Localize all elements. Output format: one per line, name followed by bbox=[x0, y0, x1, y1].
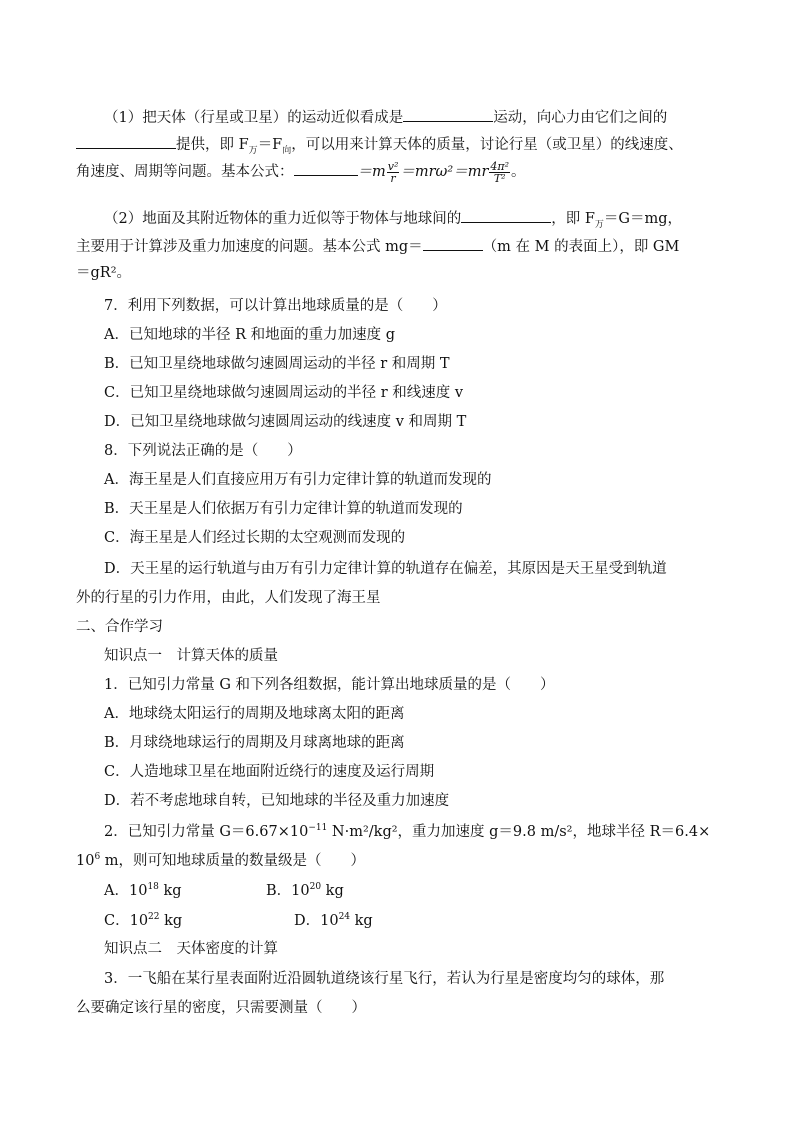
fill-blank[interactable] bbox=[423, 235, 483, 251]
q8-option-a: A．海王星是人们直接应用万有引力定律计算的轨道而发现的 bbox=[104, 472, 492, 488]
text: kg bbox=[350, 913, 373, 929]
section-heading: 二、合作学习 bbox=[76, 619, 163, 635]
q8-option-c: C．海王星是人们经过长期的太空观测而发现的 bbox=[104, 530, 406, 546]
exponent: 20 bbox=[309, 882, 322, 893]
text: kg bbox=[159, 913, 183, 929]
text: kg bbox=[321, 883, 344, 899]
q2-option-d bbox=[294, 911, 373, 931]
text: ，即 F bbox=[551, 211, 595, 227]
text: N·m²/kg²，重力加速度 g＝9.8 m/s²，地球半径 R＝6.4× bbox=[327, 824, 711, 840]
q8-option-d-line1: D．天王星的运行轨道与由万有引力定律计算的轨道存在偏差，其原因是天王星受到轨道 bbox=[104, 561, 667, 577]
p1-line2 bbox=[76, 133, 683, 155]
denominator: T² bbox=[493, 171, 506, 185]
numerator: 4π² bbox=[490, 159, 510, 173]
exponent: −11 bbox=[308, 823, 328, 834]
knowledge-point-1: 知识点一 计算天体的质量 bbox=[104, 648, 278, 664]
text: 2．已知引力常量 G＝6.67×10 bbox=[104, 824, 309, 840]
p2-line2 bbox=[76, 235, 679, 257]
p1-line1 bbox=[104, 106, 667, 128]
q7-option-d: D．已知卫星绕地球做匀速圆周运动的线速度 v 和周期 T bbox=[104, 414, 467, 430]
fill-blank[interactable] bbox=[403, 106, 493, 122]
fill-blank[interactable] bbox=[76, 133, 176, 149]
subscript: 万 bbox=[594, 219, 604, 230]
text: 角速度、周期等问题。基本公式： bbox=[76, 164, 294, 180]
text: ＝F bbox=[257, 137, 283, 153]
q2-line2 bbox=[76, 851, 365, 871]
q8-option-d-line2: 外的行星的引力作用，由此，人们发现了海王星 bbox=[76, 590, 381, 606]
subscript: 向 bbox=[282, 145, 292, 156]
text: 运动，向心力由它们之间的 bbox=[493, 110, 668, 126]
q3-line2: 么要确定该行星的密度，只需要测量（ ） bbox=[76, 1000, 366, 1016]
p1-line3-formula bbox=[76, 160, 526, 184]
q7-option-b: B．已知卫星绕地球做匀速圆周运动的半径 r 和周期 T bbox=[104, 356, 450, 372]
text: B．10 bbox=[266, 883, 310, 899]
q1-stem: 1．已知引力常量 G 和下列各组数据，能计算出地球质量的是（ ） bbox=[104, 677, 555, 693]
q1-option-c: C．人造地球卫星在地面附近绕行的速度及运行周期 bbox=[104, 764, 435, 780]
fill-blank[interactable] bbox=[294, 160, 358, 176]
exponent: 22 bbox=[148, 912, 160, 923]
text: ＝G＝mg， bbox=[603, 211, 683, 227]
q7-stem: 7．利用下列数据，可以计算出地球质量的是（ ） bbox=[104, 298, 447, 314]
text: kg bbox=[158, 883, 182, 899]
q7-option-a: A．已知地球的半径 R 和地面的重力加速度 g bbox=[104, 327, 395, 343]
q2-option-a bbox=[104, 881, 182, 901]
formula-part: ＝mrω²＝mr bbox=[400, 164, 489, 180]
text: A．10 bbox=[104, 883, 148, 899]
q7-option-c: C．已知卫星绕地球做匀速圆周运动的半径 r 和线速度 v bbox=[104, 385, 464, 401]
p2-line1 bbox=[104, 207, 682, 229]
exponent: 24 bbox=[338, 912, 351, 923]
text: （m 在 M 的表面上），即 GM bbox=[482, 239, 680, 255]
denominator: r bbox=[390, 171, 396, 185]
q8-option-b: B．天王星是人们依据万有引力定律计算的轨道而发现的 bbox=[104, 501, 463, 517]
text: 提供，即 F bbox=[176, 137, 249, 153]
text: （2）地面及其附近物体的重力近似等于物体与地球间的 bbox=[104, 211, 462, 227]
text: 主要用于计算涉及重力加速度的问题。基本公式 mg＝ bbox=[76, 239, 423, 255]
numerator: v² bbox=[387, 159, 399, 173]
fraction-4pi2-over-T2 bbox=[489, 161, 510, 184]
p2-line3: ＝gR²。 bbox=[76, 265, 132, 281]
q2-line1 bbox=[104, 822, 710, 842]
q2-option-c bbox=[104, 911, 182, 931]
q3-line1: 3．一飞船在某行星表面附近沿圆轨道绕该行星飞行，若认为行星是密度均匀的球体，那 bbox=[104, 971, 665, 987]
formula-part: ＝m bbox=[357, 164, 386, 180]
q1-option-d: D．若不考虑地球自转，已知地球的半径及重力加速度 bbox=[104, 793, 450, 809]
text: 10 bbox=[76, 853, 95, 869]
subscript: 万 bbox=[248, 145, 258, 156]
text: D．10 bbox=[294, 913, 339, 929]
text: C．10 bbox=[104, 913, 149, 929]
text: （1）把天体（行星或卫星）的运动近似看成是 bbox=[104, 110, 404, 126]
exponent: 18 bbox=[147, 882, 159, 893]
text: ，可以用来计算天体的质量，讨论行星（或卫星）的线速度、 bbox=[291, 137, 683, 153]
fill-blank[interactable] bbox=[461, 207, 551, 223]
text: m，则可知地球质量的数量级是（ ） bbox=[100, 853, 366, 869]
q1-option-b: B．月球绕地球运行的周期及月球离地球的距离 bbox=[104, 735, 405, 751]
fraction-v2-over-r bbox=[387, 161, 400, 184]
q8-stem: 8．下列说法正确的是（ ） bbox=[104, 443, 302, 459]
exponent: 6 bbox=[94, 852, 101, 863]
knowledge-point-2: 知识点二 天体密度的计算 bbox=[104, 941, 278, 957]
text: 。 bbox=[511, 164, 526, 180]
q2-option-b bbox=[266, 881, 344, 901]
q1-option-a: A．地球绕太阳运行的周期及地球离太阳的距离 bbox=[104, 706, 405, 722]
